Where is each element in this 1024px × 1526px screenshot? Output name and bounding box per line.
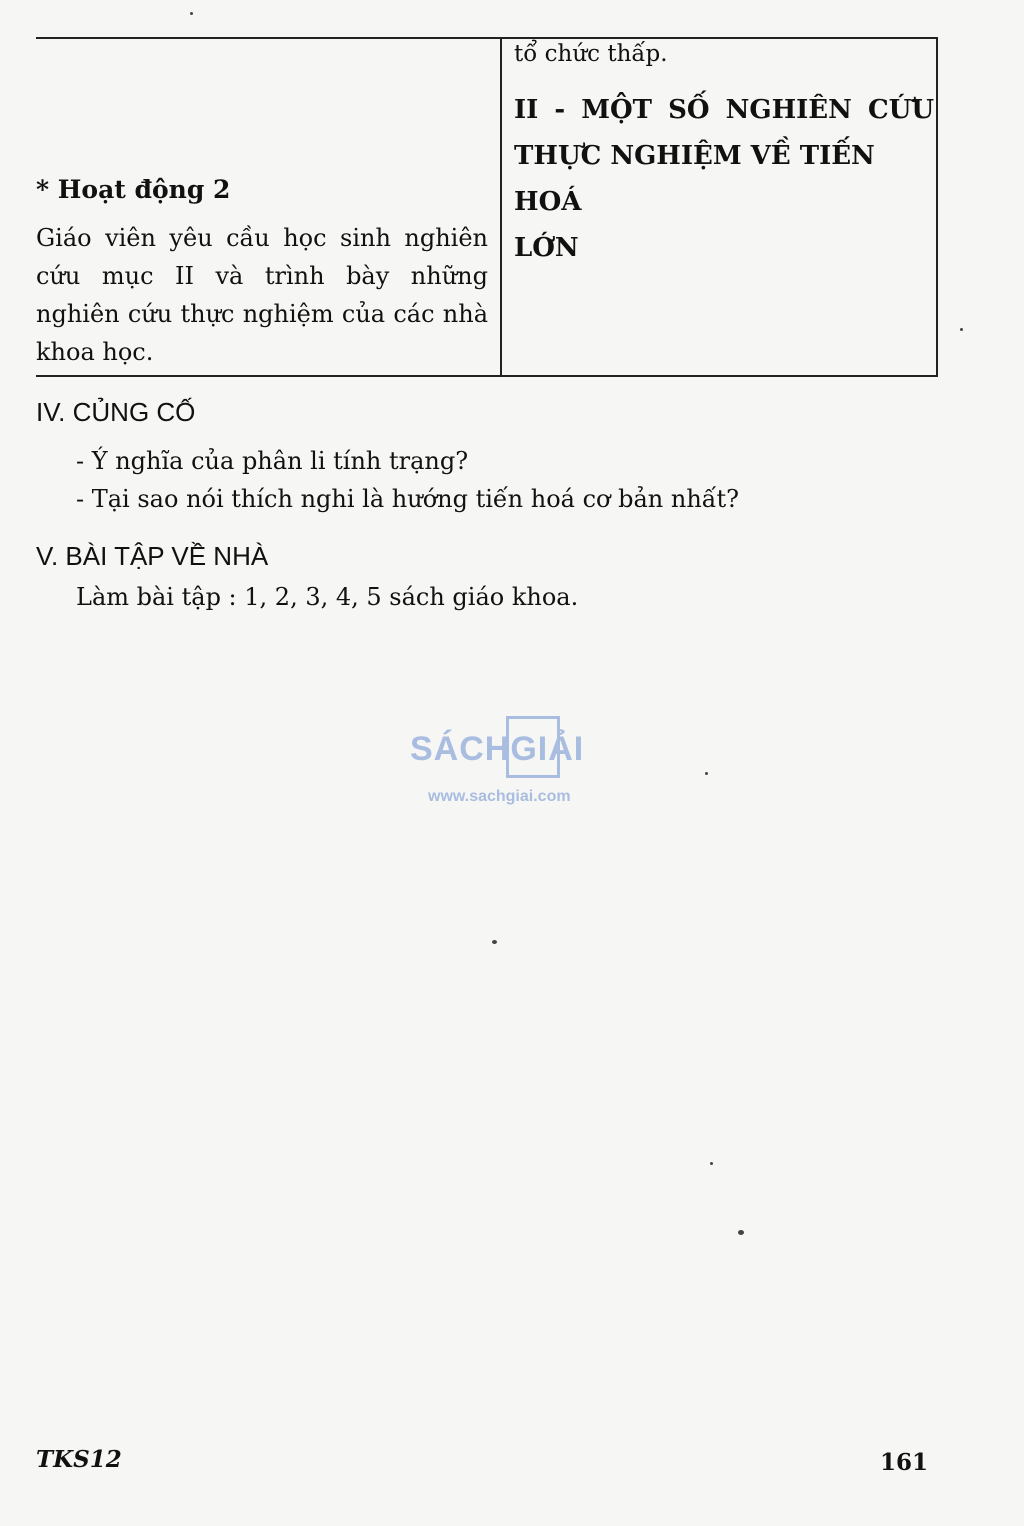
activity-cell [36,39,498,375]
review-question: - Ý nghĩa của phân li tính trạng? [76,447,469,475]
activity-line: nghiên cứu thực nghiệm của các nhà [36,300,488,328]
heading-line: II - MỘT SỐ NGHIÊN CỨU [514,95,934,125]
homework-text: Làm bài tập : 1, 2, 3, 4, 5 sách giáo khoa. [76,583,579,611]
heading-line: LỚN [514,233,579,263]
watermark-logo [410,716,620,816]
scan-speck [705,772,708,775]
content-heading [514,87,934,271]
section-iv-title: IV. CỦNG CỐ [36,397,196,427]
scan-speck [190,12,193,15]
watermark-url: www.sachgiai.com [428,788,571,805]
content-continuation: tổ chức thấp. [514,41,668,67]
table-column-divider [500,39,502,375]
activity-line: Giáo viên yêu cầu học sinh nghiên [36,224,488,252]
review-question: - Tại sao nói thích nghi là hướng tiến hoá cơ bản nhất? [76,485,740,513]
page-number: 161 [880,1449,929,1476]
activity-description [36,219,488,371]
scan-speck [492,940,497,944]
activity-line: khoa học. [36,338,154,366]
lesson-table [36,37,938,377]
activity-title: * Hoạt động 2 [36,175,231,204]
content-cell [514,39,936,375]
scan-speck [960,328,963,331]
section-v-title: V. BÀI TẬP VỀ NHÀ [36,541,269,571]
book-code: TKS12 [36,1446,122,1473]
scan-speck [710,1162,713,1165]
activity-line: cứu mục II và trình bày những [36,262,488,290]
heading-line: THỰC NGHIỆM VỀ TIẾN HOÁ [514,141,875,217]
watermark-text: SÁCHGIẢI [410,730,585,768]
scan-speck [738,1230,744,1235]
